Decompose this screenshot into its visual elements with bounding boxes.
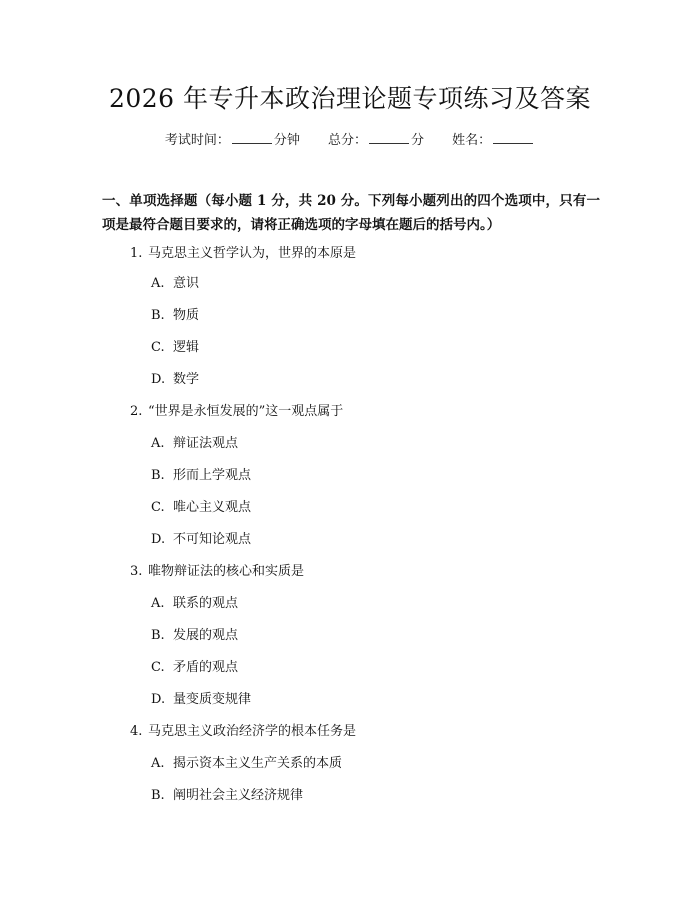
document-title: 2026 年专升本政治理论题专项练习及答案 (108, 84, 592, 113)
section-heading: 一、单项选择题（每小题 1 分，共 20 分。下列每小题列出的四个选项中，只有一项是最符合题目要求的，请将正确选项的字母填在题后的括号内。） (102, 193, 600, 233)
total-score-field (328, 133, 424, 148)
option-letter: D. (151, 532, 166, 547)
option-text: 唯心主义观点 (173, 500, 252, 515)
question-number: 1. (130, 246, 143, 261)
option-text: 揭示资本主义生产关系的本质 (173, 756, 343, 771)
question-number: 3. (130, 564, 143, 579)
name-blank (493, 131, 533, 144)
option-letter: C. (151, 340, 165, 355)
option-text: 矛盾的观点 (173, 660, 239, 675)
option-text: 数学 (173, 372, 200, 387)
exam-time-unit: 分钟 (273, 133, 300, 148)
option-text: 形而上学观点 (173, 468, 252, 483)
question-text: 唯物辩证法的核心和实质是 (148, 564, 305, 579)
option-letter: B. (151, 788, 165, 803)
option-letter: B. (151, 628, 165, 643)
question-text: 马克思主义哲学认为，世界的本原是 (148, 246, 357, 261)
option-letter: B. (151, 308, 165, 323)
option-3d (151, 690, 251, 710)
option-3b (151, 626, 238, 646)
option-3a (151, 594, 238, 614)
option-2d (151, 530, 251, 550)
option-letter: A. (151, 756, 165, 771)
option-4b (151, 786, 303, 806)
option-1c (151, 338, 199, 358)
name-label: 姓名： (452, 133, 492, 148)
question-text: 马克思主义政治经济学的根本任务是 (148, 724, 357, 739)
option-text: 辩证法观点 (173, 436, 239, 451)
option-text: 不可知论观点 (173, 532, 252, 547)
option-text: 阐明社会主义经济规律 (173, 788, 304, 803)
option-letter: B. (151, 468, 165, 483)
option-text: 联系的观点 (173, 596, 239, 611)
exam-info-line (0, 131, 700, 151)
option-letter: A. (151, 596, 165, 611)
option-letter: C. (151, 660, 165, 675)
name-field (452, 133, 535, 148)
question-text: “世界是永恒发展的”这一观点属于 (148, 404, 344, 419)
question-number: 4. (130, 724, 143, 739)
option-letter: D. (151, 372, 166, 387)
option-text: 量变质变规律 (173, 692, 252, 707)
option-1b (151, 306, 199, 326)
option-2a (151, 434, 238, 454)
option-text: 物质 (173, 308, 200, 323)
question-1 (130, 244, 356, 264)
option-letter: A. (151, 436, 165, 451)
question-number: 2. (130, 404, 143, 419)
question-4 (130, 722, 356, 742)
option-3c (151, 658, 238, 678)
option-4a (151, 754, 342, 774)
option-2b (151, 466, 251, 486)
option-2c (151, 498, 251, 518)
total-score-blank (369, 131, 409, 144)
question-3 (130, 562, 304, 582)
total-score-label: 总分： (327, 133, 367, 148)
option-text: 发展的观点 (173, 628, 239, 643)
option-1a (151, 274, 199, 294)
option-letter: A. (151, 276, 165, 291)
total-score-unit: 分 (411, 133, 425, 148)
option-letter: C. (151, 500, 165, 515)
exam-time-field (165, 133, 300, 148)
question-2 (130, 402, 343, 422)
option-letter: D. (151, 692, 166, 707)
option-text: 逻辑 (173, 340, 200, 355)
option-1d (151, 370, 199, 390)
exam-time-blank (232, 131, 272, 144)
option-text: 意识 (173, 276, 200, 291)
exam-time-label: 考试时间： (164, 133, 230, 148)
